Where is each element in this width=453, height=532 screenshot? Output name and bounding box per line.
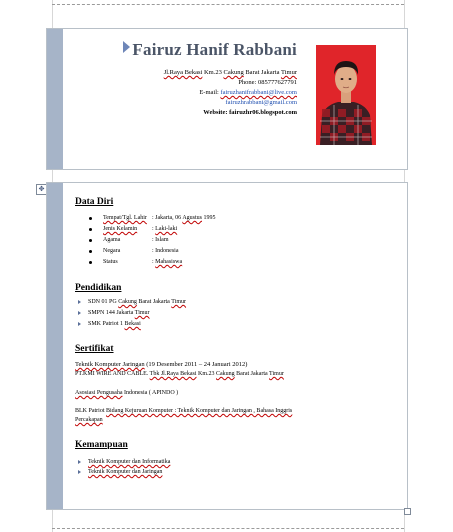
table-move-handle-icon[interactable]: ✥ (36, 184, 47, 195)
section-title-data-diri: Data Diri (75, 197, 114, 207)
bullet (89, 228, 92, 231)
list-item: Teknik Komputer dan Informatika (88, 459, 171, 465)
section-title-pendidikan: Pendidikan (75, 283, 122, 293)
address-line: Jl.Raya Bekasi Km.23 Cakung Barat Jakarta Timur (163, 69, 297, 76)
data-diri-label: Negara (103, 248, 121, 254)
triangle-icon (123, 41, 130, 53)
data-diri-label: Agama (103, 237, 121, 243)
arrow-bullet-icon (78, 311, 81, 315)
data-diri-value: : Laki-laki (152, 226, 178, 232)
email-link[interactable]: fairuzhanifrabbani@live.com (220, 89, 297, 96)
sertifikat-line-4: BLK Patriot Bidang Kejuruan Komputer : Teknik Komputer dan Jaringan , Bahasa Inggris (75, 408, 293, 414)
bullet (89, 250, 92, 253)
data-diri-value: : Islam (152, 237, 169, 243)
list-item: SMK Patriot 1 Bekasi (88, 321, 141, 327)
data-diri-value: : Indonesia (152, 248, 179, 254)
data-diri-value: : Jakarta, 06 Agustus 1995 (152, 215, 216, 221)
phone-line: Phone: 085777627791 (238, 79, 297, 86)
arrow-bullet-icon (78, 300, 81, 304)
bullet (89, 261, 92, 264)
list-item: Teknik Komputer dan Jaringan (88, 469, 163, 475)
bullet (89, 217, 92, 220)
sertifikat-line-2: PT.KMI WIRE AND CABLE. Tbk Jl.Raya Bekasi Km.23 Cakung Barat Jakarta Timur (75, 371, 284, 377)
arrow-bullet-icon (78, 322, 81, 326)
arrow-bullet-icon (78, 460, 81, 464)
bullet (89, 239, 92, 242)
profile-photo (316, 45, 376, 145)
sertifikat-line-5: Percakapan (75, 417, 103, 423)
main-sidebar (47, 183, 63, 509)
list-item: SMPN 144 Jakarta Timur (88, 310, 150, 316)
page-top-dashed-line (52, 4, 404, 5)
sertifikat-line-3: Asosiasi Pengusaha Indonesia ( APINDO ) (75, 390, 179, 396)
candidate-name: Fairuz Hanif Rabbani (123, 40, 297, 60)
arrow-bullet-icon (78, 470, 81, 474)
sertifikat-line-1: Teknik Komputer Jaringan (19 Desember 2011 – 24 Januari 2012) (75, 361, 248, 368)
data-diri-label: Status (103, 259, 118, 265)
table-resize-handle[interactable] (404, 508, 411, 515)
page-bottom-dashed-line (52, 528, 404, 529)
email-link-2[interactable]: fairuzhrabbani@gmail.com (225, 99, 297, 106)
section-title-sertifikat: Sertifikat (75, 344, 114, 354)
website-line: Website: fairuzhr06.blogspot.com (203, 109, 297, 116)
section-title-kemampuan: Kemampuan (75, 440, 128, 450)
data-diri-label: Tempat/Tgl. Lahir (103, 215, 147, 221)
data-diri-value: : Mahasiswa (152, 259, 183, 265)
list-item: SDN 01 PG Cakung Barat Jakarta Timur (88, 299, 187, 305)
header-contact (123, 40, 297, 118)
email-line: E-mail: fairuzhanifrabbani@live.com (199, 89, 297, 96)
header-sidebar (47, 29, 63, 169)
data-diri-label: Jenis Kelamin (103, 226, 138, 232)
person-photo-icon (316, 45, 376, 145)
